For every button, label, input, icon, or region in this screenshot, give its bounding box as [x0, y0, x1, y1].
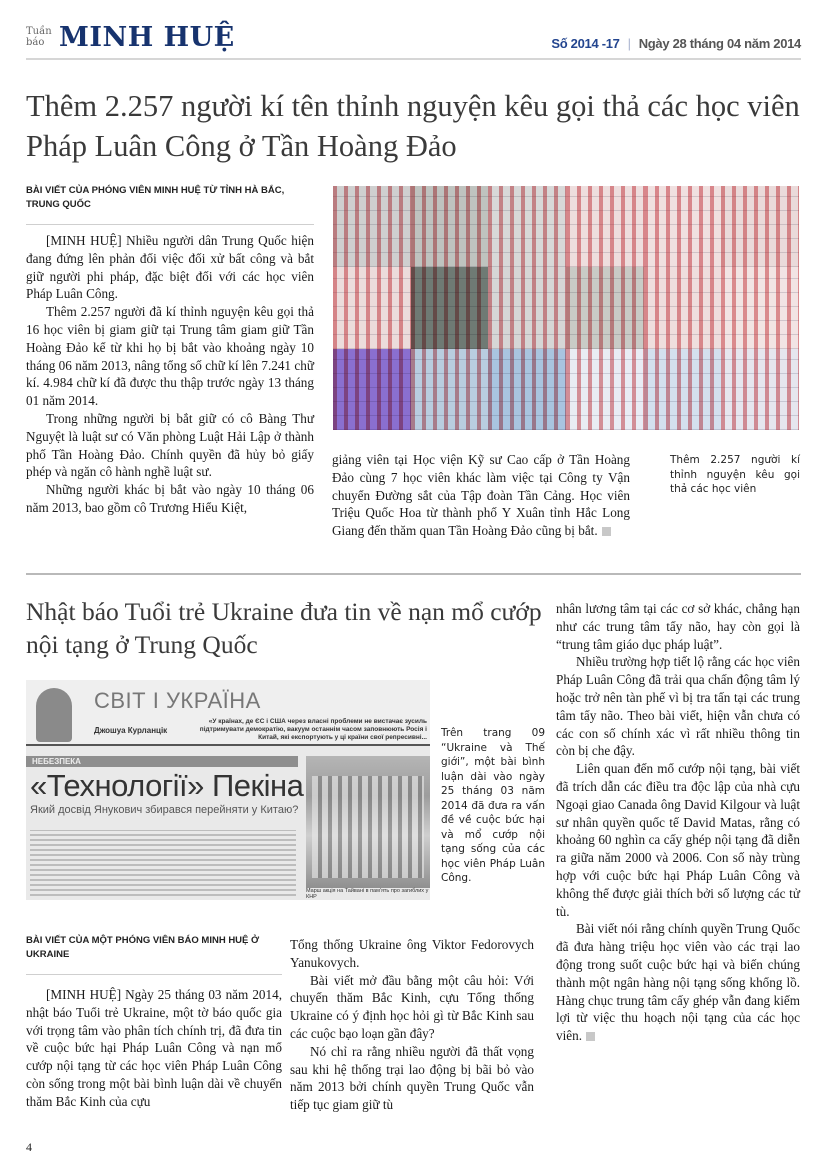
petition-photo	[721, 349, 799, 430]
petition-photo	[411, 186, 489, 267]
petition-photo	[333, 267, 411, 348]
newspaper-subheadline: Який досвід Янукович збирався перейняти у Китаю?	[30, 804, 299, 816]
article2-photo-caption: Trên trang 09 “Ukraine và Thế giới”, một bài bình luận dài vào ngày 25 tháng 03 năm 2014 đã đưa ra vấn đề về cuộc bức hại và mổ cướp nội tạng sống của các học viên Pháp Luân Công.	[441, 727, 545, 884]
newspaper-header	[26, 680, 430, 746]
section-divider	[26, 573, 801, 575]
end-of-article-mark	[602, 527, 611, 536]
paragraph: Bài viết nói rằng chính quyền Trung Quốc đã đưa hàng triệu học viên vào các trại lao động trong suốt cuộc bức hại và biến chúng thành một ngân hàng nội tạng sống khổng lồ. Hàng chục trung tâm cấy ghép vẫn đang kiếm lợi từ việc thu hoạch nội tạng của các học viên.	[556, 921, 800, 1044]
article1-column-1	[26, 232, 314, 517]
petition-photo	[411, 349, 489, 430]
petition-photo	[333, 349, 411, 430]
petition-photo	[488, 267, 566, 348]
newspaper-body-text	[30, 830, 296, 896]
newspaper-photo-caption: Марш акція на Тайвані в пам'ять про загиблих у КНР	[306, 888, 429, 900]
petition-photo	[566, 267, 644, 348]
paragraph: [MINH HUỆ] Nhiều người dân Trung Quốc hiện đang đứng lên phản đối việc đối xử bất công và bắt giữ người phi pháp, đặc biệt đối với các học viên Pháp Luân Công.	[26, 233, 314, 302]
petition-photo	[644, 186, 722, 267]
paragraph: [MINH HUỆ] Ngày 25 tháng 03 năm 2014, nhật báo Tuổi trẻ Ukraine, một tờ báo quốc gia với trọng tâm vào phân tích chính trị, đã đưa tin về cuộc bức hại Pháp Luân Công và nạn mổ cướp nội tạng từ các học viên Pháp Luân Công còn sống trong một bài bình luận dài về chuyến thăm Bắc Kinh của cựu	[26, 987, 282, 1109]
petition-photo	[721, 267, 799, 348]
ukraine-newspaper-photo	[26, 680, 430, 900]
photo-row	[333, 349, 799, 430]
petition-photo-collage	[333, 186, 799, 430]
article1-photo-caption: Thêm 2.257 người kí thỉnh nguyện kêu gọi thả các học viên	[670, 454, 800, 495]
newspaper-section-title: СВІТ І УКРАЇНА	[94, 688, 261, 713]
paragraph: Nhiều trường hợp tiết lộ rằng các học viên Pháp Luân Công đã trải qua chấn động tâm lý hoặc trở nên tàn phế vì bị tra tấn tại các trung tâm tẩy não. Theo bài viết, hiện vẫn chưa có các con số chính xác vì rất nhiều thông tin còn bị che đậy.	[556, 654, 800, 759]
newspaper-parade-photo	[306, 756, 430, 888]
paragraph: giảng viên tại Học viện Kỹ sư Cao cấp ở Tần Hoàng Đảo cùng 7 học viên khác làm việc tại Công ty Vận chuyển Đường sắt của Tập đoàn Tần Cảng. Học viên Triệu Quốc Hoa từ thành phố Y Xuân tỉnh Hắc Long Giang đến thăm quan Tần Hoàng Đảo cũng bị bắt.	[332, 452, 630, 539]
masthead-prefix: Tuần báo	[26, 26, 52, 48]
issue-date: Ngày 28 tháng 04 năm 2014	[638, 36, 801, 51]
petition-photo	[721, 186, 799, 267]
issue-info	[551, 36, 801, 51]
issue-number: Số 2014 -17	[551, 36, 620, 51]
petition-photo	[411, 267, 489, 348]
petition-photo	[644, 267, 722, 348]
petition-photo	[488, 186, 566, 267]
petition-photo	[566, 186, 644, 267]
newspaper-quote: «У країнах, де ЄС і США через власні проблеми не вистачає зусиль підтримувати демократію, вакуум останнім часом заповнюють Росія і Китай, які експортують у ці країни свої репресивні...	[199, 718, 427, 741]
article2-column-1	[26, 986, 282, 1111]
newspaper-author: Джошуа Курланцік	[94, 726, 168, 735]
author-portrait	[36, 688, 72, 742]
publication-title: MINH HUỆ	[59, 22, 235, 53]
paragraph: Tổng thống Ukraine ông Viktor Fedorovych Yanukovych.	[290, 937, 534, 970]
petition-photo	[488, 349, 566, 430]
paragraph: Thêm 2.257 người đã kí thỉnh nguyện kêu gọi thả 16 học viên bị giam giữ tại Trung tâm giam giữ Tần Hoàng Đảo kể từ khi họ bị bắt vào khoảng ngày 10 tháng 06 năm 2013, nâng tổng số chữ kí lên 7.241 chữ kí. 4.984 chữ kí đã được thu thập trước ngày 13 tháng 01 năm 2014.	[26, 304, 314, 409]
paragraph: Nó chỉ ra rằng nhiều người đã thất vọng sau khi hệ thống trại lao động bị bãi bỏ vào năm 2013 bởi chính quyền Trung Quốc vẫn tiếp tục giam giữ tù	[290, 1043, 534, 1113]
petition-photo	[566, 349, 644, 430]
page-number: 4	[26, 1140, 32, 1154]
article1-headline: Thêm 2.257 người kí tên thỉnh nguyện kêu gọi thả các học viên Pháp Luân Công ở Tần Hoàng Đảo	[26, 89, 800, 163]
paragraph: nhân lương tâm tại các cơ sở khác, chẳng hạn như các trung tâm tẩy não, hay còn gọi là “trung tâm giáo dục pháp luật”.	[556, 601, 800, 652]
paragraph: Những người khác bị bắt vào ngày 10 tháng 06 năm 2013, bao gồm cô Trương Hiểu Kiệt,	[26, 482, 314, 515]
photo-row	[333, 267, 799, 348]
article2-column-2	[290, 936, 534, 1114]
newspaper-tag: НЕБЕЗПЕКА	[26, 756, 298, 767]
petition-photo	[644, 349, 722, 430]
article1-byline: BÀI VIẾT CỦA PHÓNG VIÊN MINH HUỆ TỪ TỈNH HÀ BẮC, TRUNG QUỐC	[26, 184, 314, 225]
photo-row	[333, 186, 799, 267]
masthead	[26, 22, 801, 60]
article2-column-3	[556, 600, 800, 1045]
petition-photo	[333, 186, 411, 267]
newspaper-headline: «Технології» Пекіна	[30, 768, 304, 803]
issue-separator: |	[627, 36, 631, 51]
paragraph: Liên quan đến mổ cướp nội tạng, bài viết đã trích dẫn các điều tra độc lập của nhà cựu Ngoại giao Canada ông David Kilgour và luật sư nhân quyền quốc tế David Matas, rằng có khoảng 60 nghìn ca cấy ghép nội tạng đã diễn ra giữa năm 2000 và 2006. Con số này trùng hợp với cuộc bức hại Pháp Luân Công và không thể được giải thích bởi số lượng các tử tù.	[556, 761, 800, 919]
article2-headline: Nhật báo Tuổi trẻ Ukraine đưa tin về nạn mổ cướp nội tạng ở Trung Quốc	[26, 597, 542, 659]
end-of-article-mark	[586, 1032, 595, 1041]
paragraph: Bài viết mở đầu bằng một câu hỏi: Với chuyến thăm Bắc Kinh, cựu Tổng thống Ukraine có ý định học hỏi gì từ Bắc Kinh sau các cuộc bạo loạn gần đây?	[290, 972, 534, 1041]
paragraph: Trong những người bị bắt giữ có cô Bàng Thư Nguyệt là luật sư có Văn phòng Luật Hải Lập ở thành phố Tần Hoàng Đảo. Chính quyền đã hủy bỏ giấy phép và ngăn cô hành nghề luật sư.	[26, 410, 314, 480]
article2-byline: BÀI VIẾT CỦA MỘT PHÓNG VIÊN BÁO MINH HUỆ Ở UKRAINE	[26, 934, 282, 975]
article1-column-2	[332, 451, 630, 540]
